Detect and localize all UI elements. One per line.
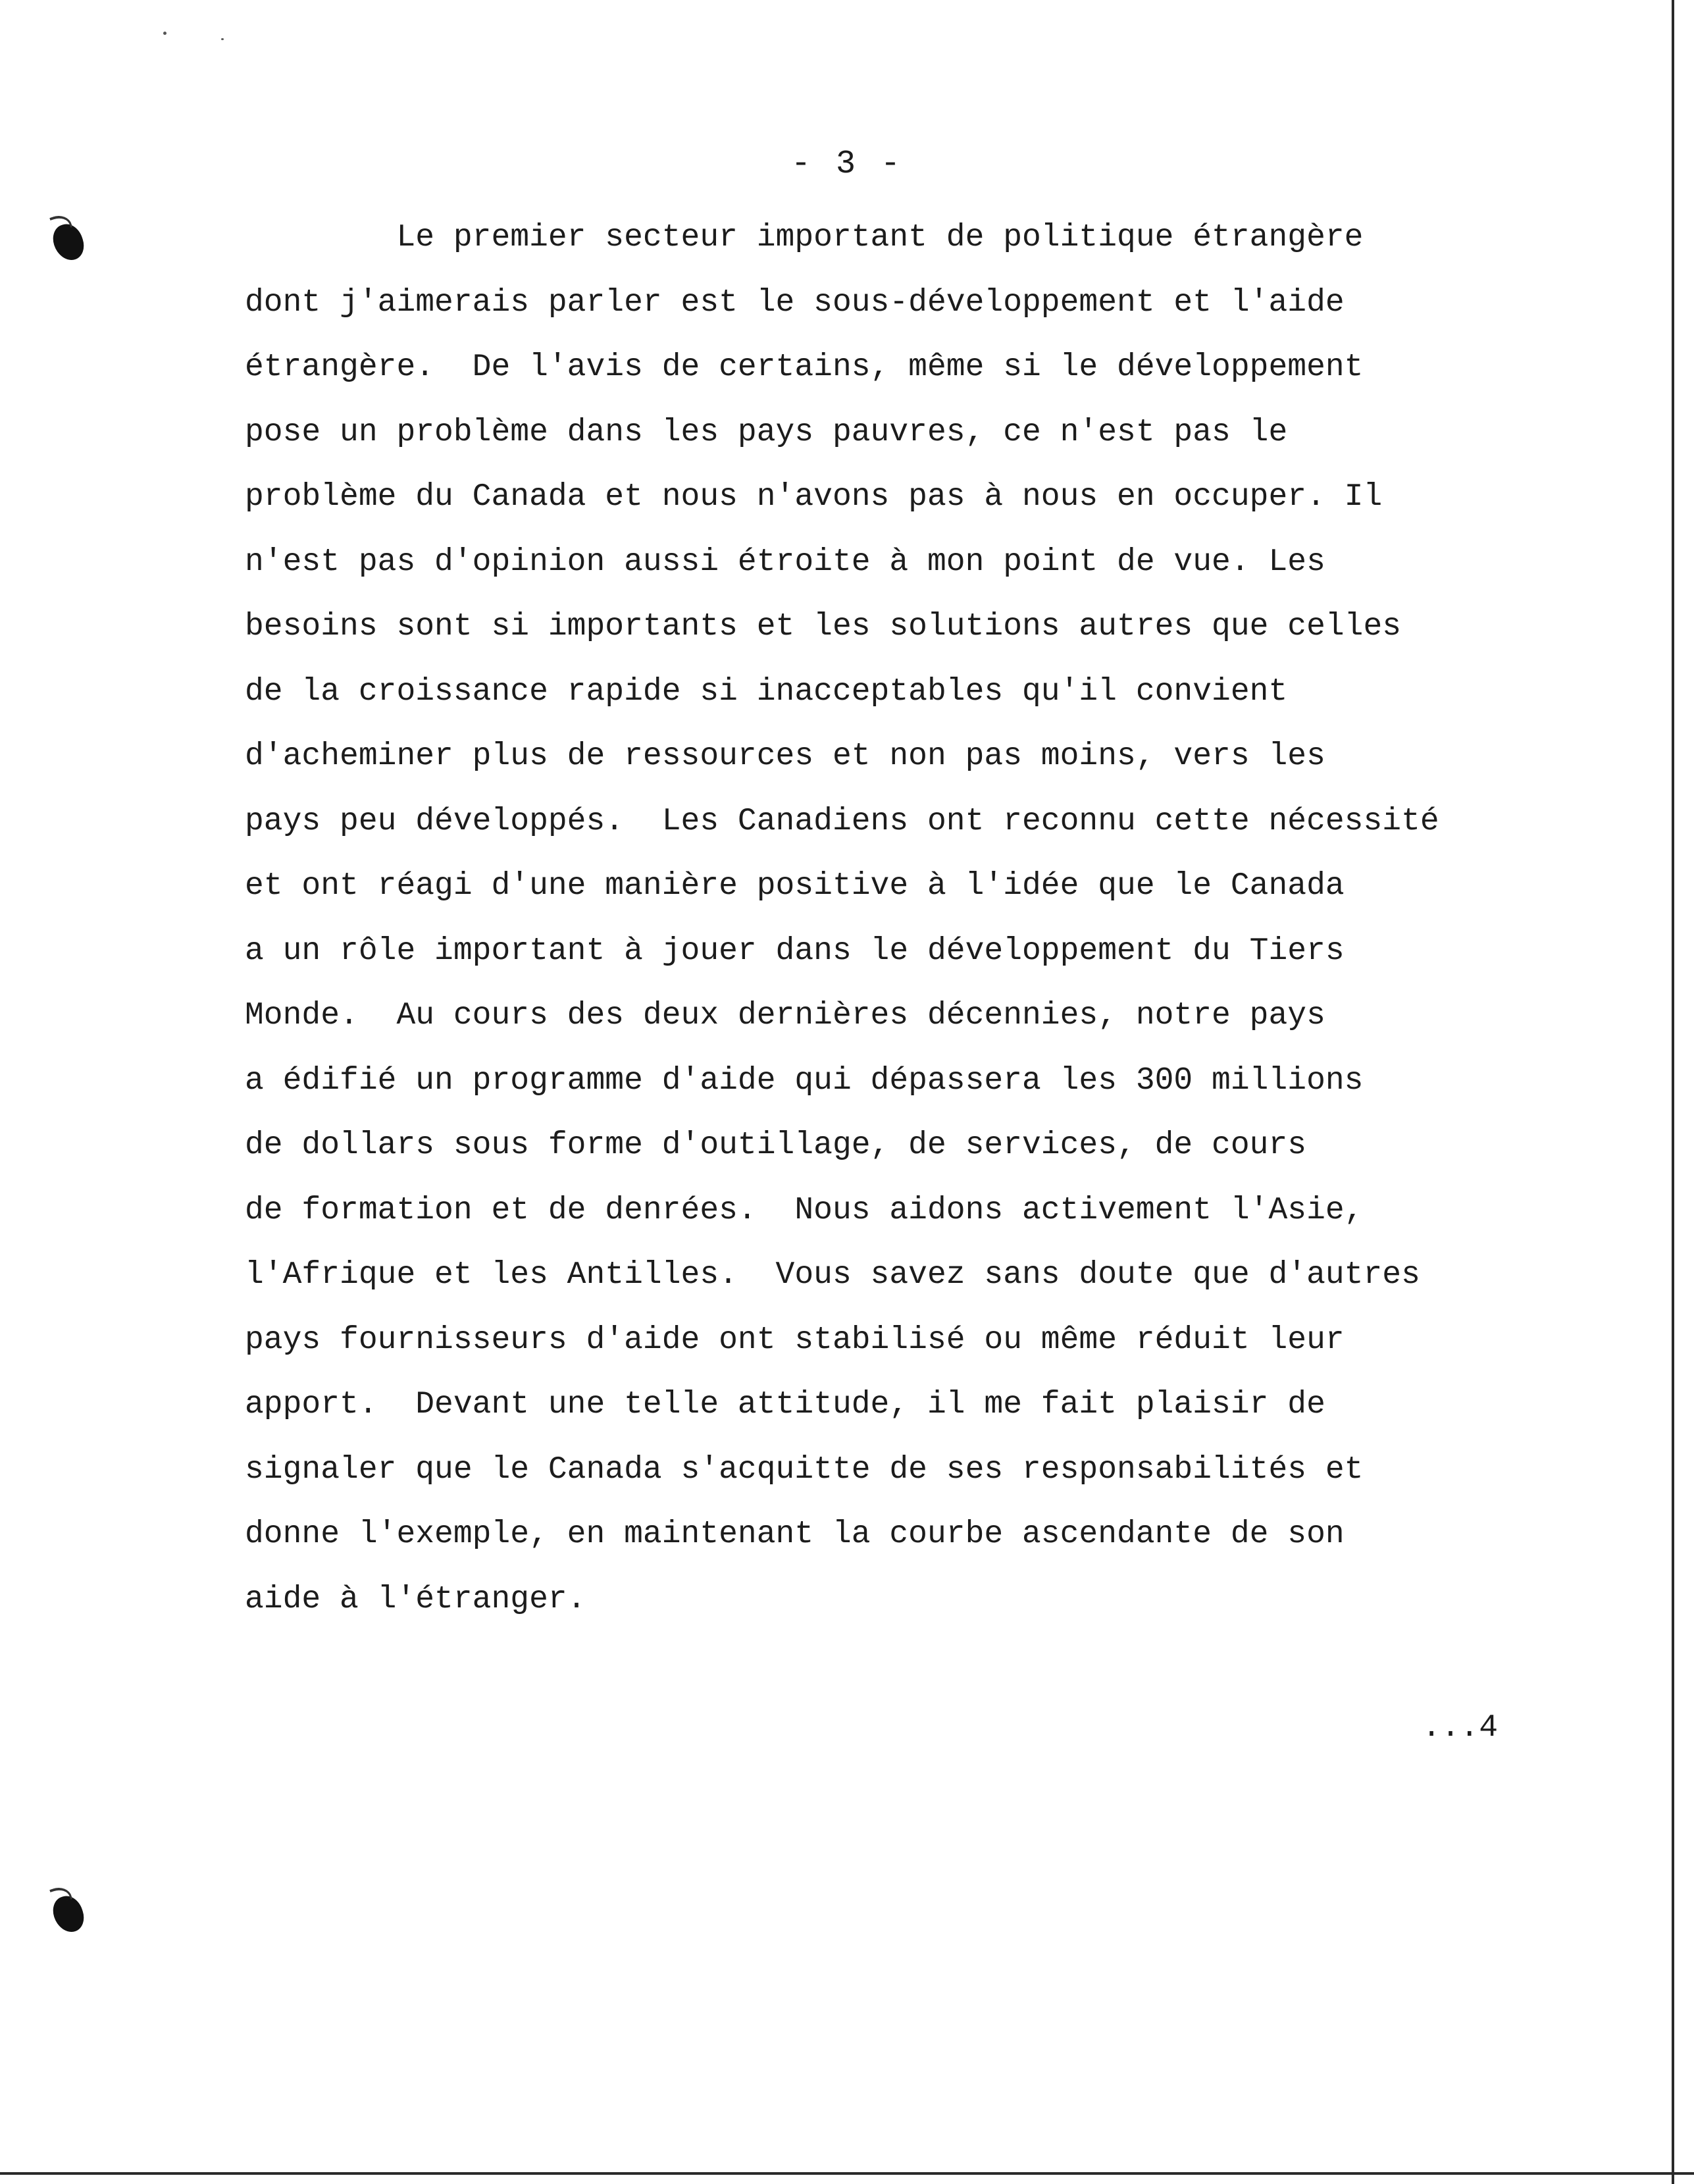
punch-hole-bottom	[49, 1892, 88, 1937]
text-line: a édifié un programme d'aide qui dépassera les 300 millions	[245, 1062, 1364, 1099]
text-line: a un rôle important à jouer dans le développement du Tiers	[245, 933, 1345, 969]
text-line: signaler que le Canada s'acquitte de ses responsabilités et	[245, 1451, 1364, 1488]
text-line: pose un problème dans les pays pauvres, ce n'est pas le	[245, 414, 1288, 450]
scan-speck	[163, 32, 167, 35]
text-line: Le premier secteur important de politique étrangère	[245, 220, 1364, 255]
text-line: donne l'exemple, en maintenant la courbe ascendante de son	[245, 1517, 1345, 1552]
text-line: de dollars sous forme d'outillage, de services, de cours	[245, 1128, 1307, 1163]
page-number: - 3 -	[790, 145, 904, 183]
text-line: apport. Devant une telle attitude, il me fait plaisir de	[245, 1387, 1325, 1422]
continuation-marker: ...4	[1422, 1710, 1498, 1746]
text-line: pays fournisseurs d'aide ont stabilisé ou même réduit leur	[245, 1322, 1345, 1358]
text-line: l'Afrique et les Antilles. Vous savez sans doute que d'autres	[245, 1257, 1420, 1293]
text-line: n'est pas d'opinion aussi étroite à mon point de vue. Les	[245, 544, 1325, 580]
scan-border-bottom	[0, 2172, 1694, 2175]
text-line: Monde. Au cours des deux dernières décennies, notre pays	[245, 998, 1325, 1033]
text-line: et ont réagi d'une manière positive à l'idée que le Canada	[245, 868, 1345, 904]
text-line: de la croissance rapide si inacceptables qu'il convient	[245, 673, 1288, 710]
text-line: besoins sont si importants et les solutions autres que celles	[245, 609, 1402, 644]
punch-hole-top	[49, 221, 88, 265]
text-line: aide à l'étranger.	[245, 1581, 586, 1617]
text-line: étrangère. De l'avis de certains, même si le développement	[245, 350, 1364, 385]
body-paragraph	[245, 215, 1495, 1641]
text-line: problème du Canada et nous n'avons pas à nous en occuper. Il	[245, 479, 1383, 515]
text-line: d'acheminer plus de ressources et non pas moins, vers les	[245, 739, 1325, 774]
scan-speck	[221, 38, 224, 40]
text-line: de formation et de denrées. Nous aidons activement l'Asie,	[245, 1192, 1364, 1228]
text-line: pays peu développés. Les Canadiens ont reconnu cette nécessité	[245, 803, 1439, 839]
text-line: dont j'aimerais parler est le sous-développement et l'aide	[245, 284, 1345, 321]
scan-border-right	[1672, 0, 1674, 2184]
